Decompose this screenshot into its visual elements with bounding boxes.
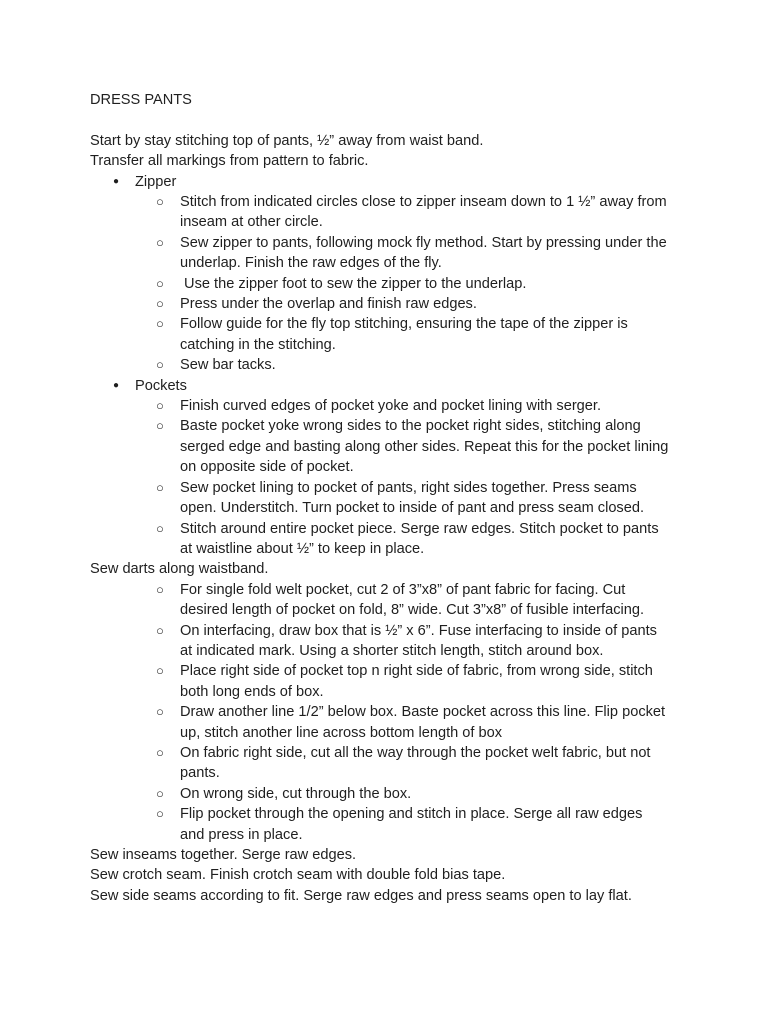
bullet-hollow-icon: ○ bbox=[156, 275, 164, 291]
bullet-hollow-icon: ○ bbox=[156, 622, 164, 638]
bullet-hollow-icon: ○ bbox=[156, 806, 164, 822]
section-list bbox=[90, 172, 690, 560]
list-item-text: Use the zipper foot to sew the zipper to the underlap. bbox=[180, 275, 527, 292]
list-item bbox=[90, 661, 690, 702]
list-item-text: Sew bar tacks. bbox=[180, 357, 276, 374]
closing-line: Sew crotch seam. Finish crotch seam with double fold bias tape. bbox=[90, 867, 506, 884]
document-page bbox=[90, 90, 690, 906]
bullet-hollow-icon: ○ bbox=[156, 296, 164, 312]
list-item-text: On wrong side, cut through the box. bbox=[180, 785, 412, 802]
list-item bbox=[90, 743, 690, 784]
list-item bbox=[90, 621, 690, 662]
section-pockets bbox=[90, 376, 690, 560]
bullet-hollow-icon: ○ bbox=[156, 316, 164, 332]
bullet-hollow-icon: ○ bbox=[156, 398, 164, 414]
bullet-hollow-icon: ○ bbox=[156, 479, 164, 495]
list-item bbox=[90, 396, 690, 416]
list-item-text: Baste pocket yoke wrong sides to the pocket right sides, stitching along serged edge and basting along other sides. Repeat this for the pocket lining on opposite side of pocket. bbox=[180, 418, 669, 476]
list-item bbox=[90, 416, 690, 477]
document-title: DRESS PANTS bbox=[90, 92, 192, 108]
list-item-text: Sew pocket lining to pocket of pants, right sides together. Press seams open. Understitch. Turn pocket to inside of pant and press seam closed. bbox=[180, 479, 645, 517]
list-item-text: On fabric right side, cut all the way through the pocket welt fabric, but not pants. bbox=[180, 744, 651, 782]
list-item-text: Follow guide for the fly top stitching, ensuring the tape of the zipper is catching in the stitching. bbox=[180, 316, 628, 353]
list-item bbox=[90, 314, 690, 355]
list-item-text: Stitch from indicated circles close to zipper inseam down to 1 ½” away from inseam at other circle. bbox=[180, 194, 667, 231]
section-heading: Zipper bbox=[135, 173, 177, 190]
bullet-hollow-icon: ○ bbox=[156, 744, 164, 760]
list-item-text: Press under the overlap and finish raw edges. bbox=[180, 296, 477, 313]
bullet-filled-icon: ● bbox=[113, 379, 120, 391]
closing-line: Sew inseams together. Serge raw edges. bbox=[90, 847, 357, 864]
darts-line: Sew darts along waistband. bbox=[90, 561, 269, 578]
bullet-hollow-icon: ○ bbox=[156, 663, 164, 679]
list-item bbox=[90, 274, 690, 294]
list-item bbox=[90, 355, 690, 375]
list-item-text: Sew zipper to pants, following mock fly method. Start by pressing under the underlap. Finish the raw edges of the fly. bbox=[180, 234, 667, 272]
intro-line: Transfer all markings from pattern to fabric. bbox=[90, 153, 369, 170]
bullet-hollow-icon: ○ bbox=[156, 581, 164, 597]
list-item-text: Finish curved edges of pocket yoke and pocket lining with serger. bbox=[180, 398, 602, 415]
pocket-steps bbox=[90, 396, 690, 559]
list-item bbox=[90, 702, 690, 743]
bullet-hollow-icon: ○ bbox=[156, 357, 164, 373]
list-item bbox=[90, 192, 690, 233]
bullet-hollow-icon: ○ bbox=[156, 785, 164, 801]
list-item-text: Flip pocket through the opening and stitch in place. Serge all raw edges and press in place. bbox=[180, 806, 643, 843]
list-item-text: Place right side of pocket top n right side of fabric, from wrong side, stitch both long ends of box. bbox=[180, 663, 653, 700]
bullet-filled-icon: ● bbox=[113, 175, 120, 187]
section-zipper bbox=[90, 172, 690, 376]
bullet-hollow-icon: ○ bbox=[156, 194, 164, 210]
zipper-steps bbox=[90, 192, 690, 376]
list-item bbox=[90, 519, 690, 560]
bullet-hollow-icon: ○ bbox=[156, 520, 164, 536]
list-item-text: Stitch around entire pocket piece. Serge raw edges. Stitch pocket to pants at waistline about ½” to keep in place. bbox=[180, 520, 659, 557]
intro-line: Start by stay stitching top of pants, ½” away from waist band. bbox=[90, 132, 484, 149]
list-item-text: On interfacing, draw box that is ½” x 6”. Fuse interfacing to inside of pants at indicated mark. Using a shorter stitch length, stitch around box. bbox=[180, 622, 657, 659]
section-heading: Pockets bbox=[135, 377, 187, 394]
list-item bbox=[90, 478, 690, 519]
list-item bbox=[90, 580, 690, 621]
bullet-hollow-icon: ○ bbox=[156, 234, 164, 250]
list-item bbox=[90, 294, 690, 314]
closing-line: Sew side seams according to fit. Serge raw edges and press seams open to lay flat. bbox=[90, 887, 632, 904]
list-item-text: Draw another line 1/2” below box. Baste pocket across this line. Flip pocket up, stitch another line across bottom length of box bbox=[180, 704, 666, 741]
list-item bbox=[90, 804, 690, 845]
welt-pocket-steps bbox=[90, 580, 690, 845]
list-item bbox=[90, 784, 690, 804]
list-item bbox=[90, 233, 690, 274]
bullet-hollow-icon: ○ bbox=[156, 418, 164, 434]
list-item-text: For single fold welt pocket, cut 2 of 3”x8” of pant fabric for facing. Cut desired length of pocket on fold, 8” wide. Cut 3”x8” of fusible interfacing. bbox=[180, 581, 645, 619]
bullet-hollow-icon: ○ bbox=[156, 704, 164, 720]
